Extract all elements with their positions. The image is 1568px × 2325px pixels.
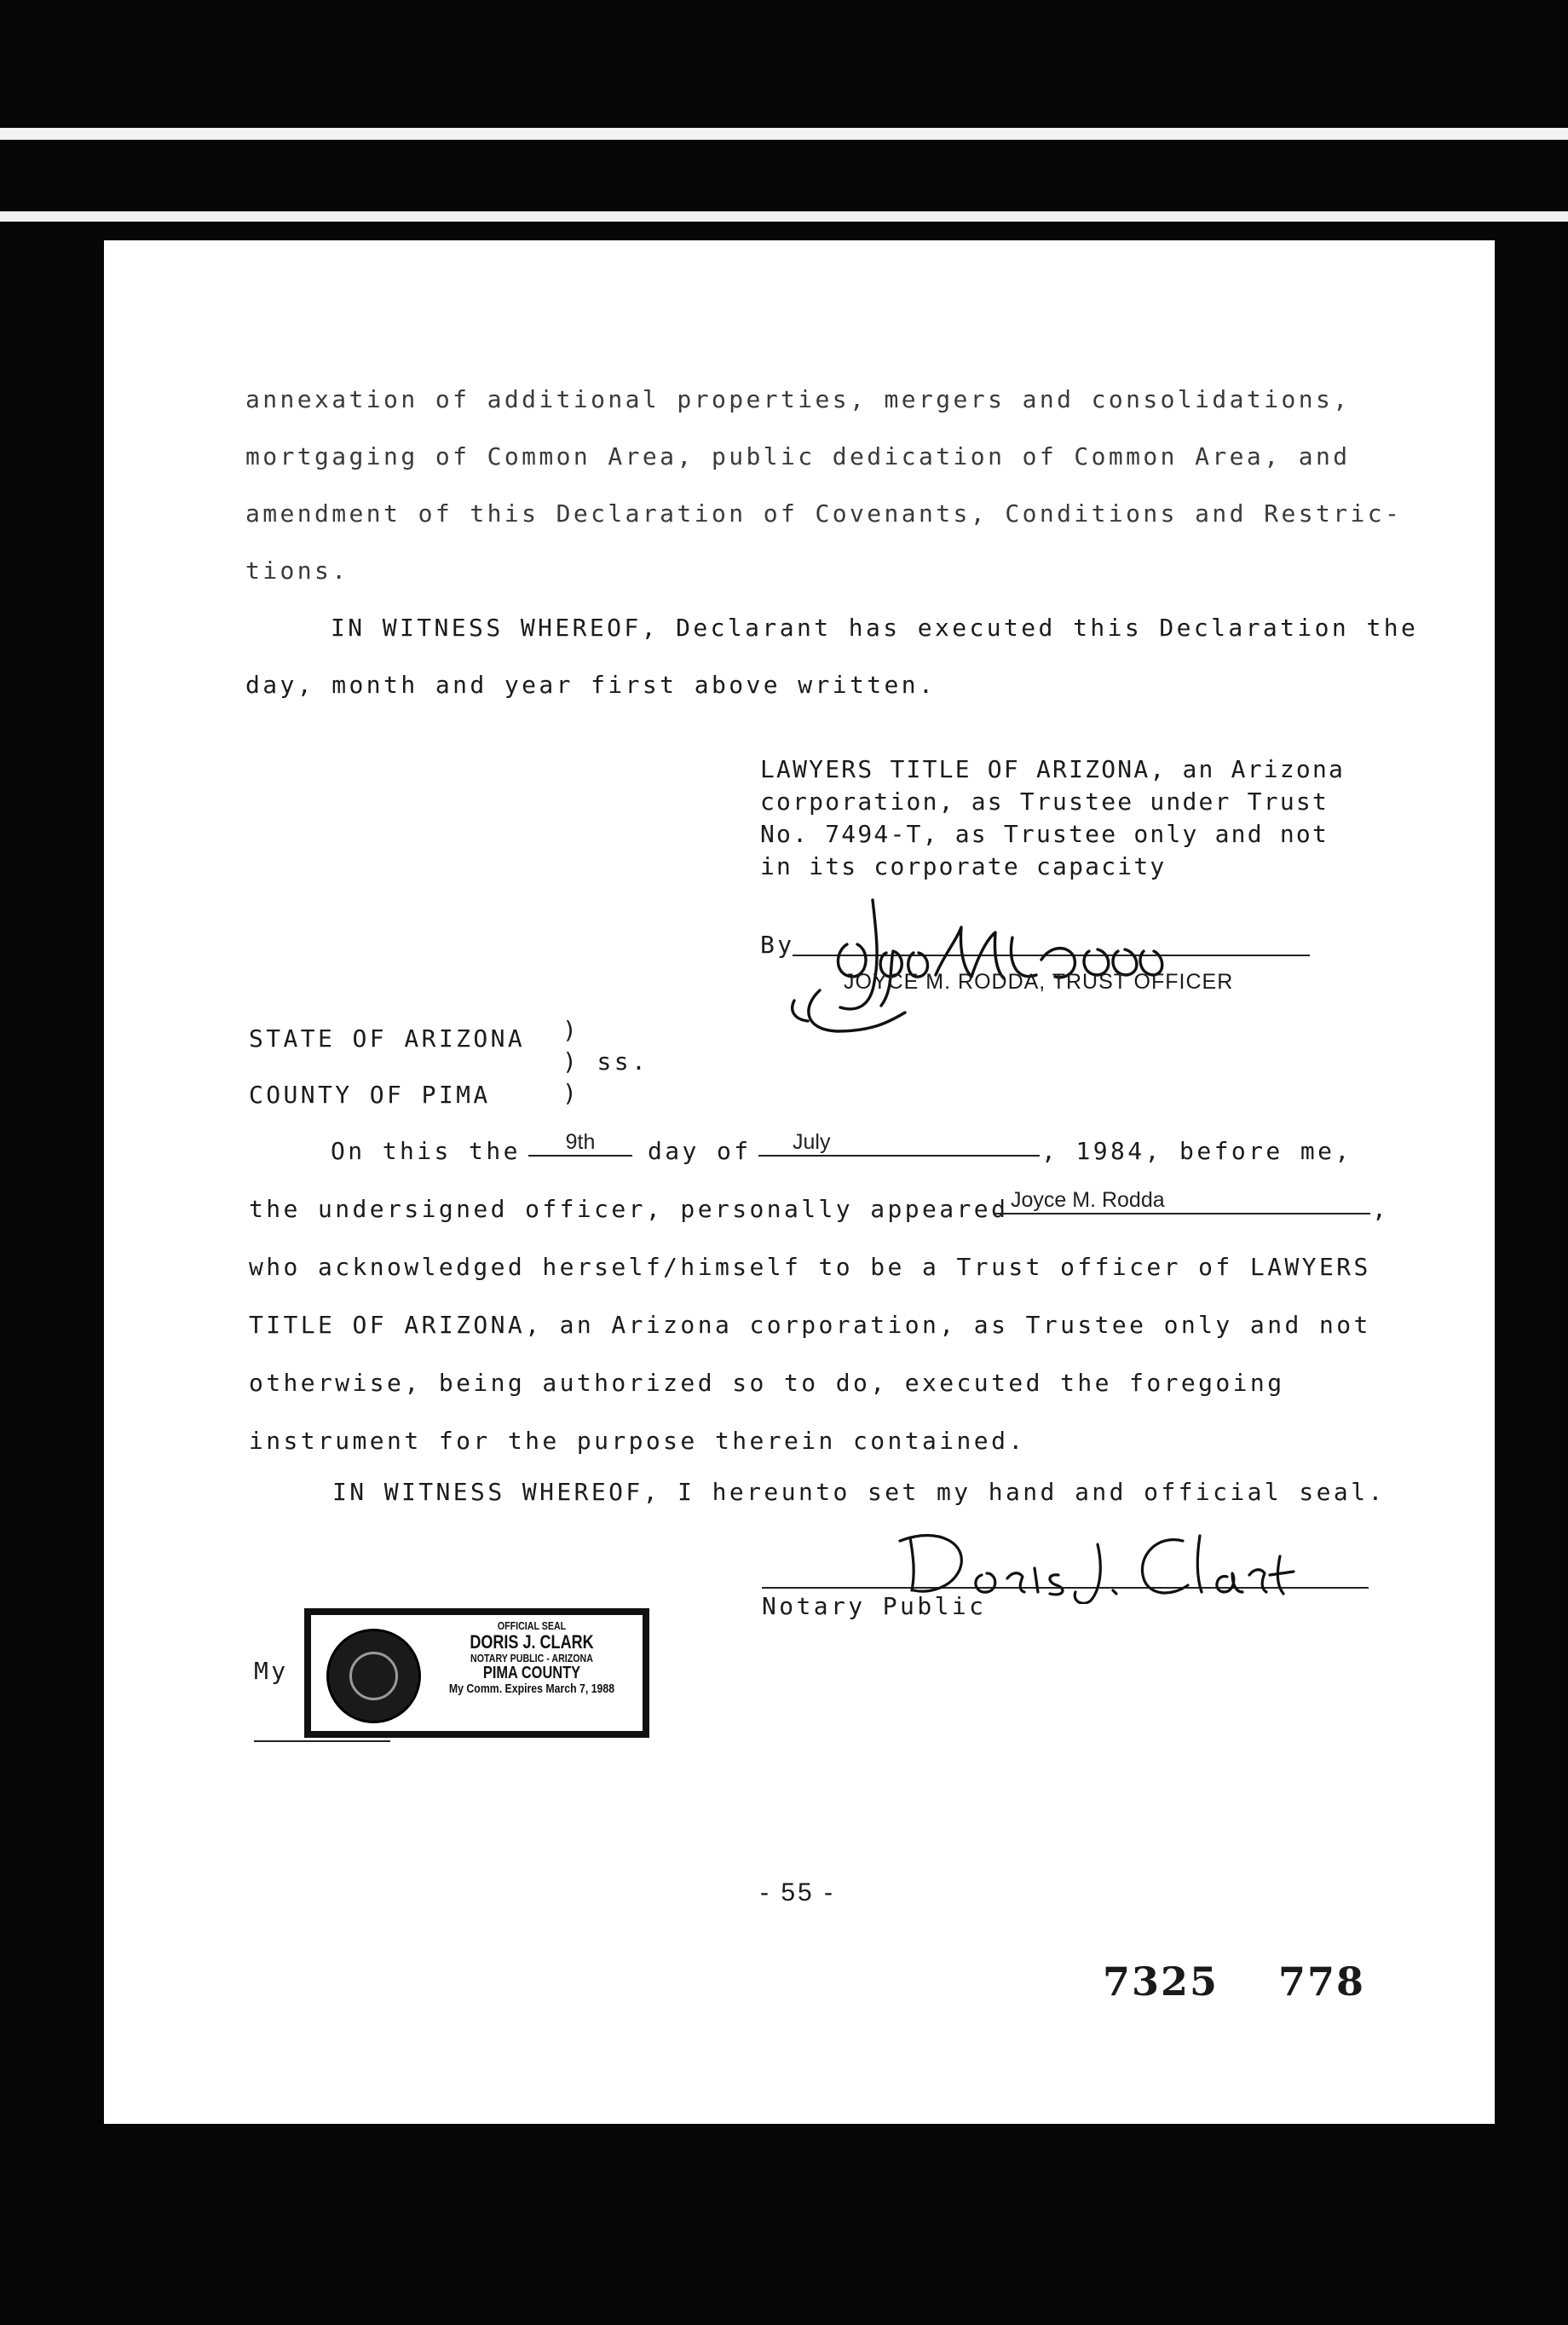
state-label: STATE OF ARIZONA	[249, 1024, 526, 1053]
notary-handwritten-signature	[888, 1519, 1297, 1604]
venue-paren-1: )	[562, 1016, 580, 1044]
venue-ss: ) ss.	[562, 1047, 649, 1076]
seal-line-expiry: My Comm. Expires March 7, 1988	[448, 1682, 615, 1697]
record-book-number: 7325	[1103, 1959, 1219, 2005]
paragraph-line-1: annexation of additional properties, mergers and consolidations,	[245, 385, 1351, 413]
page-number: - 55 -	[760, 1878, 836, 1907]
document-page	[104, 240, 1495, 2124]
seal-line-official: OFFICIAL SEAL	[497, 1619, 567, 1632]
trustee-line-3: No. 7494-T, as Trustee only and not	[760, 820, 1329, 848]
ack-month-field: July	[758, 1130, 1040, 1157]
paragraph-line-4: tions.	[245, 557, 349, 585]
paragraph-line-2: mortgaging of Common Area, public dedication of Common Area, and	[245, 442, 1351, 470]
commission-expiry-line	[254, 1740, 390, 1742]
ack-line-2-comma: ,	[1372, 1195, 1390, 1223]
commission-label-my: My	[254, 1657, 289, 1685]
seal-line-title: NOTARY PUBLIC - ARIZONA	[470, 1651, 593, 1664]
trustee-handwritten-signature	[786, 862, 1365, 1050]
ack-line-2-start: the undersigned officer, personally appeared	[249, 1195, 1009, 1223]
ack-day-field: 9th	[528, 1130, 632, 1157]
record-page-number: 778	[1278, 1959, 1366, 2005]
notary-witness-line: IN WITNESS WHEREOF, I hereunto set my hand and official seal.	[332, 1478, 1386, 1506]
notary-seal-stamp	[304, 1608, 649, 1738]
ack-line-6: instrument for the purpose therein contained.	[249, 1427, 1026, 1455]
seal-text-block	[441, 1620, 624, 1697]
seal-line-county: PIMA COUNTY	[482, 1663, 581, 1682]
ack-appeared-name-field: Joyce M. Rodda	[994, 1188, 1370, 1214]
notary-public-label: Notary Public	[762, 1592, 987, 1620]
witness-date-line: day, month and year first above written.	[245, 671, 937, 699]
ack-line-1-start: On this the	[331, 1137, 521, 1165]
ack-line-3: who acknowledged herself/himself to be a Trust officer of LAWYERS	[249, 1253, 1371, 1281]
witness-declarant-line: IN WITNESS WHEREOF, Declarant has executed this Declaration the	[331, 614, 1419, 642]
trustee-line-2: corporation, as Trustee under Trust	[760, 788, 1329, 816]
arizona-seal-emblem	[326, 1629, 421, 1723]
by-label: By	[760, 931, 795, 959]
seal-line-name: DORIS J. CLARK	[470, 1631, 594, 1653]
venue-paren-3: )	[562, 1079, 580, 1107]
ack-line-1-end: , 1984, before me,	[1041, 1137, 1352, 1165]
scan-band-lower	[0, 211, 1568, 222]
trustee-printed-name: JOYCE M. RODDA, TRUST OFFICER	[844, 970, 1234, 994]
county-label: COUNTY OF PIMA	[249, 1081, 491, 1109]
ack-line-1-mid: day of	[648, 1137, 752, 1165]
paragraph-line-3: amendment of this Declaration of Covenants, Conditions and Restric-	[245, 499, 1403, 528]
scan-band-top	[0, 128, 1568, 140]
trustee-line-1: LAWYERS TITLE OF ARIZONA, an Arizona	[760, 755, 1346, 783]
ack-line-5: otherwise, being authorized so to do, executed the foregoing	[249, 1369, 1285, 1397]
trustee-line-4: in its corporate capacity	[760, 852, 1167, 880]
ack-line-4: TITLE OF ARIZONA, an Arizona corporation, as Trustee only and not	[249, 1311, 1371, 1339]
